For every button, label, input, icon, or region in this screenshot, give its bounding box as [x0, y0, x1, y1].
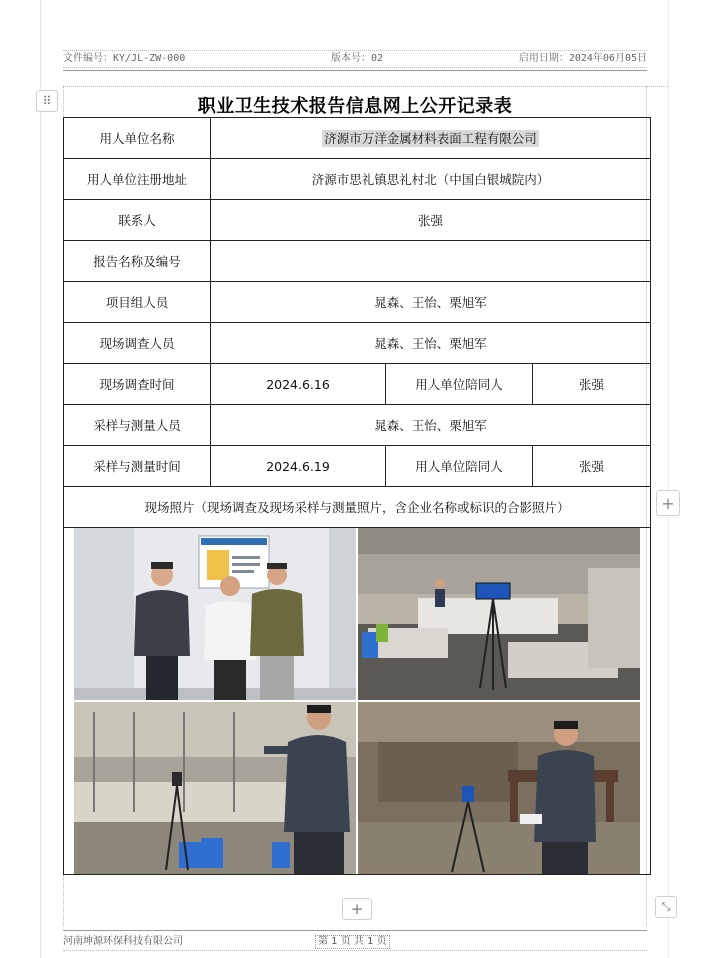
page-edge-left: [40, 0, 41, 958]
document-title: 职业卫生技术报告信息网上公开记录表: [197, 96, 513, 117]
survey-staff-label: 现场调查人员: [64, 323, 211, 364]
contact-value[interactable]: 张强: [211, 200, 651, 241]
workshop-meter-photo[interactable]: [358, 528, 640, 700]
employer-name-value: 济源市万洋金属材料表面工程有限公司: [324, 131, 537, 146]
table-row: [64, 364, 651, 405]
project-members-label: 项目组人员: [64, 282, 211, 323]
resize-table-icon[interactable]: ⤡: [655, 896, 677, 918]
contact-label: 联系人: [64, 200, 211, 241]
table-row: [64, 159, 651, 200]
record-table: [63, 117, 651, 875]
employer-name-label: 用人单位名称: [64, 118, 211, 159]
table-row: [64, 241, 651, 282]
employer-address-value[interactable]: 济源市思礼镇思礼村北（中国白银城院内）: [211, 159, 651, 200]
sampling-staff-value[interactable]: 晁森、王怡、栗旭军: [211, 405, 651, 446]
worker-measuring-right-photo[interactable]: [358, 702, 640, 874]
report-name-value[interactable]: [211, 241, 651, 282]
sampling-escort-label: 用人单位陪同人: [386, 446, 533, 487]
block-drag-handle-icon[interactable]: ⠿: [36, 90, 58, 112]
employer-address-label: 用人单位注册地址: [64, 159, 211, 200]
table-row: [64, 405, 651, 446]
report-name-label: 报告名称及编号: [64, 241, 211, 282]
sampling-time-label: 采样与测量时间: [64, 446, 211, 487]
table-row: [64, 487, 651, 528]
photos-cell: [64, 528, 651, 875]
page-footer: [63, 934, 647, 951]
footer-company: 河南坤源环保科技有限公司: [63, 936, 183, 947]
effective-date: 启用日期：2024年06月05日: [518, 53, 647, 64]
table-row: [64, 323, 651, 364]
version-number: 版本号：02: [331, 53, 384, 64]
table-row: [64, 200, 651, 241]
add-column-icon[interactable]: +: [656, 490, 680, 516]
sampling-escort-value[interactable]: 张强: [533, 446, 651, 487]
survey-escort-label: 用人单位陪同人: [386, 364, 533, 405]
table-row: [64, 528, 651, 875]
footer-page-info: 第 1 页 共 1 页: [315, 935, 390, 949]
survey-time-value[interactable]: 2024.6.16: [211, 364, 386, 405]
footer-rule: [63, 930, 647, 931]
project-members-value[interactable]: 晁森、王怡、栗旭军: [211, 282, 651, 323]
survey-time-label: 现场调查时间: [64, 364, 211, 405]
photos-caption: 现场照片（现场调查及现场采样与测量照片，含企业名称或标识的合影照片）: [64, 487, 651, 528]
table-row: [64, 282, 651, 323]
employer-name-cell[interactable]: [211, 118, 651, 159]
sampling-staff-label: 采样与测量人员: [64, 405, 211, 446]
add-row-icon[interactable]: +: [342, 898, 372, 920]
survey-escort-value[interactable]: 张强: [533, 364, 651, 405]
table-row: [64, 446, 651, 487]
body-frame-top: [63, 86, 668, 87]
worker-measuring-left-photo[interactable]: [74, 702, 356, 874]
table-row: [64, 118, 651, 159]
page-edge-right: [668, 0, 669, 958]
page-header: [63, 50, 647, 68]
photo-grid: [74, 528, 640, 874]
group-photo[interactable]: [74, 528, 356, 700]
survey-staff-value[interactable]: 晁森、王怡、栗旭军: [211, 323, 651, 364]
doc-number: 文件编号：KY/JL-ZW-000: [63, 53, 186, 64]
sampling-time-value[interactable]: 2024.6.19: [211, 446, 386, 487]
header-rule: [63, 70, 647, 71]
